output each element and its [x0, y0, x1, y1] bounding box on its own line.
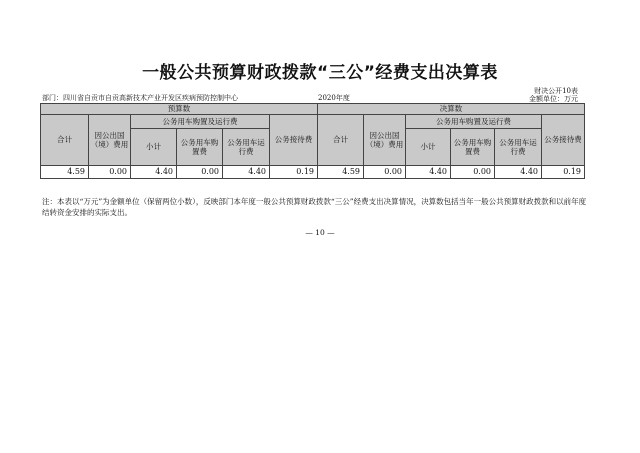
final-vehicle-purchase-value: 0.00	[451, 166, 495, 179]
budget-header: 预算数	[41, 104, 318, 115]
budget-total-value: 4.59	[41, 166, 89, 179]
final-total-header: 合计	[318, 115, 364, 166]
budget-vehicle-group-header: 公务用车购置及运行费	[131, 115, 270, 129]
final-vehicle-purchase-header: 公务用车购置费	[451, 129, 495, 166]
final-subtotal-header: 小计	[406, 129, 451, 166]
final-reception-value: 0.19	[542, 166, 585, 179]
budget-vehicle-purchase-value: 0.00	[177, 166, 223, 179]
amount-unit: 金额单位：万元	[529, 95, 578, 103]
budget-vehicle-purchase-header: 公务用车购置费	[177, 129, 223, 166]
budget-reception-value: 0.19	[270, 166, 318, 179]
table-row	[41, 166, 585, 179]
table-note: 注：本表以“万元”为金额单位（保留两位小数），反映部门本年度一般公共预算财政拨款“三公”经费支出决算情况，决算数包括当年一般公共预算财政拨款和以前年度结转资金安排的实际支出。	[42, 197, 587, 217]
final-abroad-header: 因公出国（境）费用	[364, 115, 406, 166]
final-subtotal-value: 4.40	[406, 166, 451, 179]
fiscal-year: 2020年度	[318, 94, 350, 102]
final-reception-header: 公务接待费	[542, 115, 585, 166]
page-number: — 10 —	[305, 228, 335, 237]
final-header: 决算数	[318, 104, 585, 115]
three-public-expenses-table	[40, 103, 585, 179]
department-label: 部门：四川省自贡市自贡高新技术产业开发区疾病预防控制中心	[42, 94, 238, 102]
budget-subtotal-header: 小计	[131, 129, 177, 166]
budget-reception-header: 公务接待费	[270, 115, 318, 166]
final-abroad-value: 0.00	[364, 166, 406, 179]
final-vehicle-group-header: 公务用车购置及运行费	[406, 115, 542, 129]
budget-total-header: 合计	[41, 115, 89, 166]
budget-abroad-value: 0.00	[89, 166, 131, 179]
budget-subtotal-value: 4.40	[131, 166, 177, 179]
page-title: 一般公共预算财政拨款“三公”经费支出决算表	[142, 63, 498, 83]
form-number: 财决公开10表	[534, 87, 578, 95]
final-vehicle-operation-header: 公务用车运行费	[495, 129, 542, 166]
budget-vehicle-operation-value: 4.40	[223, 166, 270, 179]
final-vehicle-operation-value: 4.40	[495, 166, 542, 179]
budget-abroad-header: 因公出国（境）费用	[89, 115, 131, 166]
budget-vehicle-operation-header: 公务用车运行费	[223, 129, 270, 166]
final-total-value: 4.59	[318, 166, 364, 179]
